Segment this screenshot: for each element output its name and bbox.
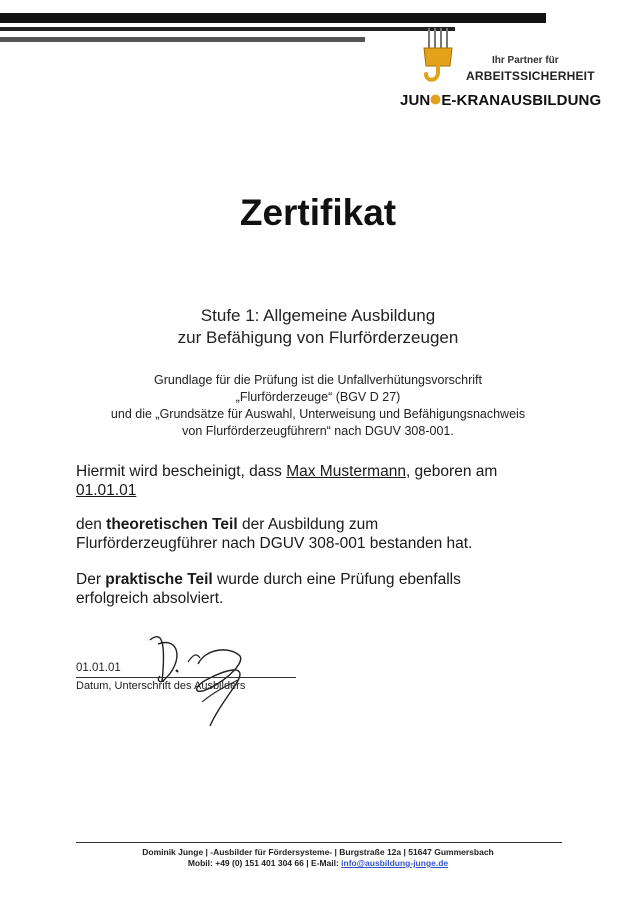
legal-basis-line-4: von Flurförderzeugführern“ nach DGUV 308-001. <box>182 424 454 438</box>
crane-hook-icon <box>418 28 458 88</box>
logo-tagline: Ihr Partner für <box>492 55 559 66</box>
practice-part-label: praktische Teil <box>105 571 213 588</box>
recipient-name: Max Mustermann <box>286 463 406 480</box>
certificate-level <box>0 305 636 349</box>
level-line-1: Stufe 1: Allgemeine Ausbildung <box>200 306 436 325</box>
theory-statement: den theoretischen Teil der Ausbildung zum Flurförderzeugführer nach DGUV 308-001 bestanden hat. <box>76 516 473 552</box>
legal-basis-line-2: „Flurförderzeuge“ (BGV D 27) <box>235 390 401 404</box>
level-line-2: zur Befähigung von Flurförderzeugen <box>177 328 459 347</box>
footer-email-link[interactable]: info@ausbildung-junge.de <box>341 858 449 868</box>
theory-part-label: theoretischen Teil <box>106 516 238 533</box>
signature-caption: Datum, Unterschrift des Ausbilders <box>76 680 246 692</box>
certificate-title: Zertifikat <box>239 192 397 233</box>
company-logo <box>398 28 608 118</box>
footer-divider <box>76 842 562 843</box>
legal-basis-line-1: Grundlage für die Prüfung ist die Unfallverhütungsvorschrift <box>154 373 482 387</box>
legal-basis <box>0 372 636 440</box>
hook-letter-icon <box>430 93 441 106</box>
footer-contact: Mobil: +49 (0) 151 401 304 66 | E-Mail: info@ausbildung-junge.de <box>187 858 449 868</box>
practice-statement: Der praktische Teil wurde durch eine Prüfung ebenfalls erfolgreich absolviert. <box>76 571 461 607</box>
signature-date: 01.01.01 <box>76 662 121 674</box>
header-bar-bottom <box>0 37 365 42</box>
header-bar-middle <box>0 27 455 31</box>
legal-basis-line-3: und die „Grundsätze für Auswahl, Unterweisung und Befähigungsnachweis <box>110 407 526 421</box>
signature-line <box>76 677 296 678</box>
certification-statement: Hiermit wird bescheinigt, dass Max Mustermann, geboren am 01.01.01 <box>76 463 498 499</box>
header-bar-top <box>0 13 546 23</box>
logo-arbeitssicherheit: ARBEITSSICHERHEIT <box>466 69 595 83</box>
footer <box>0 847 636 869</box>
footer-address: Dominik Junge | -Ausbilder für Fördersysteme- | Burgstraße 12a | 51647 Gummersbach <box>142 847 494 857</box>
birth-date: 01.01.01 <box>76 482 137 499</box>
logo-company-name: JUN E-KRANAUSBILDUNG <box>400 92 602 109</box>
